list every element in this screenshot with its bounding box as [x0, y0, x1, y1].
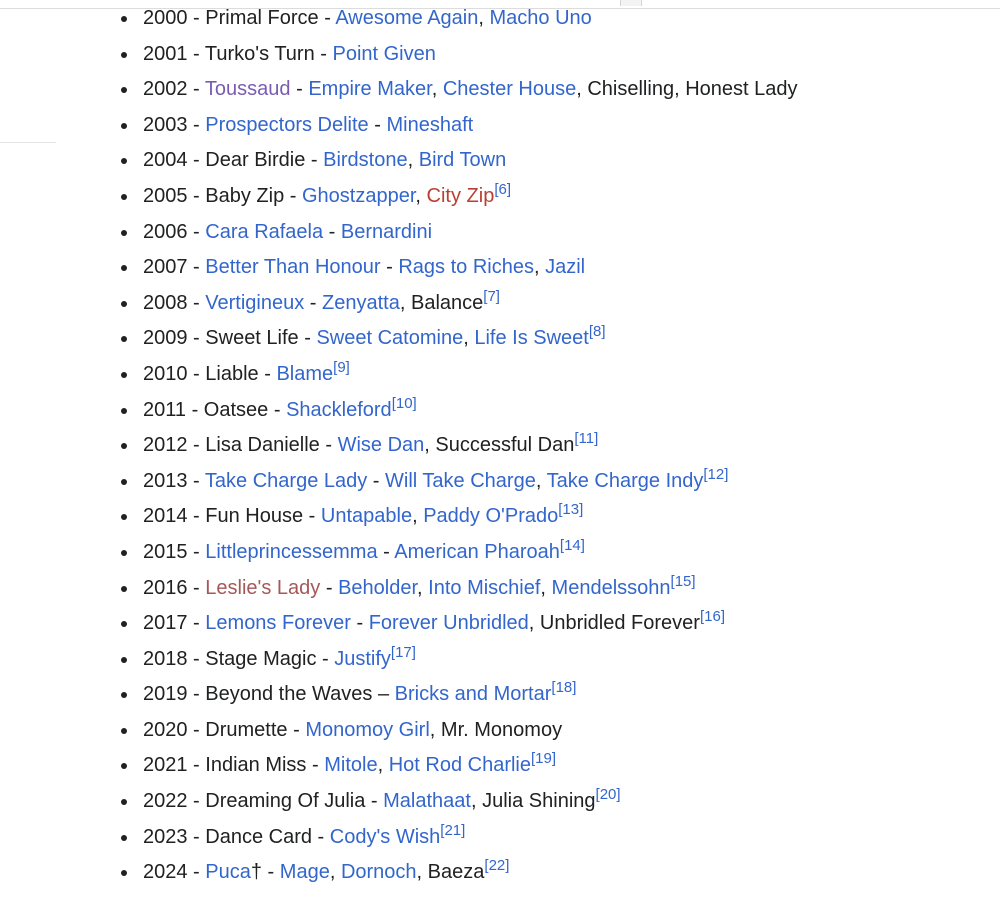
progeny-link[interactable]: Zenyatta: [322, 291, 400, 314]
citation-ref[interactable]: [596, 786, 621, 803]
progeny-link[interactable]: Blame: [276, 362, 334, 385]
progeny-link[interactable]: Mitole: [324, 754, 378, 777]
citation-number: 22: [488, 857, 506, 875]
year: 2013: [143, 469, 188, 492]
citation-bracket: ]: [601, 323, 606, 341]
separator: -: [187, 434, 206, 457]
separator: -: [187, 184, 206, 207]
comma: ,: [329, 861, 341, 884]
progeny-link[interactable]: City Zip: [426, 184, 495, 207]
year: 2006: [143, 220, 188, 243]
separator: -: [187, 790, 206, 813]
citation-link[interactable]: [551, 679, 576, 696]
citation-ref[interactable]: [560, 537, 585, 554]
citation-link[interactable]: [494, 181, 511, 198]
comma: ,: [674, 78, 686, 101]
list-item: [143, 819, 798, 855]
separator: -: [187, 327, 206, 350]
dam-link[interactable]: Lemons Forever: [205, 612, 351, 635]
comma: ,: [407, 149, 419, 172]
citation-bracket: ]: [495, 287, 500, 305]
progeny-link[interactable]: Hot Rod Charlie: [388, 754, 531, 777]
citation-link[interactable]: [392, 395, 417, 412]
citation-ref[interactable]: [700, 608, 725, 625]
progeny-link[interactable]: Chester House: [442, 78, 577, 101]
year: 2004: [143, 149, 188, 172]
year: 2011: [143, 398, 187, 421]
progeny-link[interactable]: Sweet Catomine: [316, 327, 464, 350]
progeny-link[interactable]: Mendelssohn: [551, 576, 671, 599]
citation-bracket: ]: [551, 750, 557, 768]
citation-bracket: ]: [616, 786, 621, 804]
progeny-link[interactable]: American Pharoah: [394, 540, 560, 563]
list-item: [143, 534, 798, 570]
list-item: [143, 142, 798, 178]
citation-link[interactable]: [531, 750, 556, 767]
dam-name: Baby Zip: [205, 184, 285, 207]
dam-name: Lisa Danielle: [205, 434, 320, 457]
dam-link[interactable]: Take Charge Lady: [204, 469, 368, 492]
progeny-link[interactable]: Ghostzapper: [302, 184, 416, 207]
progeny-link[interactable]: Awesome Again: [335, 7, 479, 29]
citation-ref[interactable]: [494, 181, 511, 198]
comma: ,: [429, 718, 441, 741]
comma: ,: [576, 78, 588, 101]
progeny-link[interactable]: Paddy O'Prado: [423, 505, 559, 528]
year: 2000: [143, 7, 188, 29]
citation-bracket: [: [703, 465, 708, 483]
separator: -: [187, 612, 206, 635]
citation-number: 17: [395, 643, 412, 661]
dam-link[interactable]: Cara Rafaela: [205, 220, 324, 243]
progeny-link[interactable]: Wise Dan: [337, 434, 425, 457]
citation-link[interactable]: [671, 573, 696, 590]
comma: ,: [377, 754, 389, 777]
list-item: [143, 107, 798, 143]
progeny-link[interactable]: Life Is Sweet: [474, 327, 589, 350]
citation-number: 6: [498, 180, 507, 198]
separator: -: [187, 540, 206, 563]
separator: -: [187, 42, 205, 65]
dam-name: Oatsee: [203, 398, 269, 421]
separator: –: [372, 683, 395, 706]
list-item: [143, 747, 798, 783]
progeny-link[interactable]: Bird Town: [418, 149, 507, 172]
separator: -: [323, 220, 341, 243]
comma: ,: [415, 184, 427, 207]
separator: -: [187, 113, 206, 136]
separator: -: [316, 647, 335, 670]
citation-ref[interactable]: [574, 430, 598, 447]
separator: -: [187, 825, 206, 848]
list-item: [143, 36, 798, 72]
citation-number: 14: [564, 536, 581, 554]
separator: -: [187, 861, 206, 884]
citation-bracket: [: [494, 180, 499, 198]
progeny-name: Mr. Monomoy: [440, 718, 563, 741]
separator: -: [187, 647, 206, 670]
separator: -: [187, 505, 206, 528]
separator: -: [187, 256, 206, 279]
dam-name: Turko's Turn: [204, 42, 315, 65]
separator: -: [303, 505, 321, 528]
citation-link[interactable]: [596, 786, 621, 803]
dam-link[interactable]: Vertigineux: [205, 291, 305, 314]
citation-bracket: [: [333, 358, 338, 376]
separator: -: [284, 184, 302, 207]
progeny-link[interactable]: Take Charge Indy: [546, 469, 704, 492]
separator: -: [377, 540, 395, 563]
separator: -: [380, 256, 399, 279]
citation-link[interactable]: [391, 644, 416, 661]
separator: -: [318, 7, 336, 29]
citation-bracket: [: [595, 786, 600, 804]
citation-bracket: [: [551, 679, 556, 697]
year: 2008: [143, 291, 188, 314]
dam-name: Primal Force: [205, 7, 319, 29]
progeny-name: Julia Shining: [482, 790, 596, 813]
citation-bracket: ]: [691, 572, 696, 590]
progeny-name: Baeza: [427, 861, 485, 884]
separator: -: [298, 327, 317, 350]
separator: -: [367, 469, 386, 492]
list-item: [143, 463, 798, 499]
dam-name: Fun House: [205, 505, 304, 528]
year: 2010: [143, 362, 188, 385]
separator: -: [187, 291, 206, 314]
dam-link[interactable]: Puca: [205, 861, 251, 884]
citation-link[interactable]: [560, 537, 585, 554]
list-item: [143, 320, 798, 356]
year: 2002: [143, 78, 188, 101]
progeny-link[interactable]: Macho Uno: [489, 7, 592, 29]
progeny-link[interactable]: Forever Unbridled: [368, 612, 529, 635]
comma: ,: [399, 291, 411, 314]
citation-bracket: ]: [724, 465, 729, 483]
citation-bracket: [: [670, 572, 675, 590]
separator: -: [350, 612, 369, 635]
list-item: [143, 498, 798, 534]
citation-ref[interactable]: [589, 323, 606, 340]
progeny-name: Honest Lady: [685, 78, 798, 101]
progeny-link[interactable]: Malathaat: [383, 790, 471, 813]
comma: ,: [528, 612, 540, 635]
year: 2009: [143, 327, 188, 350]
progeny-link[interactable]: Into Mischief: [428, 576, 541, 599]
progeny-name: Successful Dan: [435, 434, 575, 457]
citation-number: 15: [674, 572, 692, 590]
progeny-link[interactable]: Beholder: [338, 576, 418, 599]
list-item: [143, 641, 798, 677]
separator: -: [287, 718, 306, 741]
year: 2020: [143, 718, 188, 741]
citation-bracket: ]: [461, 821, 466, 839]
citation-number: 16: [704, 608, 721, 626]
citation-link[interactable]: [483, 288, 500, 305]
separator: -: [365, 790, 384, 813]
list-item: [143, 427, 798, 463]
year: 2022: [143, 790, 188, 813]
citation-bracket: ]: [505, 857, 510, 875]
citation-bracket: [: [391, 394, 396, 412]
separator: -: [187, 7, 206, 29]
citation-ref[interactable]: [440, 822, 465, 839]
dam-link[interactable]: Littleprincessemma: [205, 540, 378, 563]
comma: ,: [470, 790, 483, 813]
progeny-link[interactable]: Rags to Riches: [398, 256, 534, 279]
citation-bracket: [: [484, 857, 489, 875]
citation-bracket: ]: [720, 608, 725, 626]
year: 2005: [143, 184, 188, 207]
citation-ref[interactable]: [484, 857, 509, 874]
dam-name: Indian Miss: [205, 754, 307, 777]
year: 2012: [143, 434, 188, 457]
comma: ,: [535, 469, 547, 492]
year: 2003: [143, 113, 188, 136]
separator: -: [187, 754, 206, 777]
separator: -: [187, 718, 206, 741]
separator: -: [268, 398, 287, 421]
list-item: [143, 214, 798, 250]
progeny-link[interactable]: Jazil: [545, 256, 586, 279]
separator: -: [368, 113, 387, 136]
progeny-name: Chiselling: [587, 78, 675, 101]
citation-link[interactable]: [589, 323, 606, 340]
separator: -: [306, 754, 325, 777]
citation-bracket: ]: [580, 536, 585, 554]
citation-bracket: [: [483, 287, 488, 305]
separator: -: [187, 469, 205, 492]
progeny-link[interactable]: Point Given: [332, 42, 436, 65]
citation-ref[interactable]: [671, 573, 696, 590]
year: 2001: [143, 42, 188, 65]
list-item: [143, 178, 798, 214]
citation-ref[interactable]: [483, 288, 500, 305]
year: 2016: [143, 576, 188, 599]
list-item: [143, 570, 798, 606]
year: 2018: [143, 647, 188, 670]
citation-bracket: ]: [411, 643, 416, 661]
progeny-link[interactable]: Justify: [334, 647, 391, 670]
broodmare-of-the-year-list: [143, 0, 798, 890]
comma: ,: [463, 327, 475, 350]
citation-bracket: [: [588, 323, 594, 341]
separator: -: [187, 78, 205, 101]
dagger-mark: †: [250, 861, 262, 884]
citation-bracket: [: [574, 430, 579, 448]
comma: ,: [540, 576, 552, 599]
sidebar-divider: [0, 142, 56, 143]
citation-bracket: [: [699, 608, 705, 626]
year: 2023: [143, 825, 188, 848]
progeny-link[interactable]: Shackleford: [286, 398, 392, 421]
separator: -: [290, 78, 309, 101]
citation-bracket: [: [559, 536, 565, 554]
citation-ref[interactable]: [333, 359, 350, 376]
citation-bracket: ]: [572, 679, 577, 697]
citation-bracket: ]: [345, 358, 350, 376]
separator: -: [305, 149, 324, 172]
progeny-name: Unbridled Forever: [539, 612, 700, 635]
citation-bracket: ]: [579, 501, 584, 519]
list-item: [143, 285, 798, 321]
dam-link[interactable]: Leslie's Lady: [205, 576, 321, 599]
citation-ref[interactable]: [703, 466, 728, 483]
separator: -: [262, 861, 280, 884]
progeny-link[interactable]: Empire Maker: [308, 78, 432, 101]
list-item: [143, 356, 798, 392]
comma: ,: [424, 434, 436, 457]
list-item: [143, 71, 798, 107]
citation-number: 7: [487, 287, 496, 305]
citation-link[interactable]: [703, 466, 728, 483]
citation-bracket: [: [440, 821, 445, 839]
citation-bracket: ]: [506, 180, 512, 198]
progeny-link[interactable]: Cody's Wish: [329, 825, 441, 848]
progeny-link[interactable]: Untapable: [320, 505, 413, 528]
list-item: [143, 0, 798, 36]
citation-link[interactable]: [333, 359, 350, 376]
citation-link[interactable]: [558, 501, 583, 518]
list-item: [143, 676, 798, 712]
citation-number: 18: [555, 679, 573, 697]
citation-bracket: [: [531, 750, 536, 768]
citation-bracket: [: [390, 643, 396, 661]
year: 2017: [143, 612, 188, 635]
citation-ref[interactable]: [391, 644, 416, 661]
progeny-link[interactable]: Monomoy Girl: [305, 718, 430, 741]
separator: -: [186, 398, 204, 421]
separator: -: [187, 220, 206, 243]
separator: -: [187, 362, 206, 385]
year: 2019: [143, 683, 188, 706]
progeny-link[interactable]: Will Take Charge: [385, 469, 536, 492]
citation-ref[interactable]: [531, 750, 556, 767]
citation-link[interactable]: [700, 608, 725, 625]
citation-number: 13: [562, 501, 580, 519]
list-item: [143, 854, 798, 890]
citation-bracket: ]: [594, 430, 599, 448]
citation-number: 21: [444, 821, 462, 839]
citation-link[interactable]: [440, 822, 465, 839]
citation-ref[interactable]: [551, 679, 576, 696]
dam-name: Liable: [205, 362, 259, 385]
list-item: [143, 605, 798, 641]
dam-name: Sweet Life: [205, 327, 299, 350]
citation-number: 9: [337, 358, 346, 376]
dam-link[interactable]: Better Than Honour: [205, 256, 381, 279]
citation-number: 10: [395, 394, 413, 412]
citation-bracket: [: [558, 501, 563, 519]
citation-number: 11: [578, 430, 595, 448]
citation-number: 20: [599, 786, 617, 804]
progeny-link[interactable]: Bricks and Mortar: [394, 683, 552, 706]
year: 2021: [143, 754, 188, 777]
list-item: [143, 712, 798, 748]
separator: -: [187, 576, 206, 599]
list-item: [143, 249, 798, 285]
separator: -: [319, 434, 338, 457]
dam-name: Stage Magic: [205, 647, 317, 670]
dam-name: Dreaming Of Julia: [205, 790, 366, 813]
separator: -: [312, 825, 330, 848]
dam-name: Dance Card: [205, 825, 312, 848]
dam-name: Beyond the Waves: [205, 683, 373, 706]
separator: -: [258, 362, 277, 385]
progeny-link[interactable]: Bernardini: [340, 220, 433, 243]
dam-link[interactable]: Toussaud: [204, 78, 291, 101]
citation-number: 19: [535, 750, 552, 768]
comma: ,: [417, 576, 429, 599]
dam-name: Drumette: [205, 718, 288, 741]
year: 2014: [143, 505, 188, 528]
progeny-link[interactable]: Mage: [279, 861, 330, 884]
comma: ,: [416, 861, 428, 884]
progeny-name: Balance: [410, 291, 484, 314]
year: 2024: [143, 861, 188, 884]
citation-link[interactable]: [484, 857, 509, 874]
year: 2007: [143, 256, 188, 279]
dam-link[interactable]: Prospectors Delite: [205, 113, 369, 136]
progeny-link[interactable]: Mineshaft: [386, 113, 474, 136]
citation-number: 12: [707, 465, 725, 483]
comma: ,: [431, 78, 443, 101]
comma: ,: [478, 7, 490, 29]
separator: -: [320, 576, 339, 599]
separator: -: [187, 683, 206, 706]
separator: -: [187, 149, 206, 172]
list-item: [143, 783, 798, 819]
citation-number: 8: [593, 323, 602, 341]
year: 2015: [143, 540, 188, 563]
citation-ref[interactable]: [392, 395, 417, 412]
comma: ,: [533, 256, 546, 279]
dam-name: Dear Birdie: [205, 149, 306, 172]
list-item: [143, 392, 798, 428]
separator: -: [314, 42, 333, 65]
citation-bracket: ]: [412, 394, 417, 412]
progeny-link[interactable]: Birdstone: [323, 149, 408, 172]
citation-link[interactable]: [574, 430, 598, 447]
comma: ,: [412, 505, 424, 528]
separator: -: [304, 291, 323, 314]
progeny-link[interactable]: Dornoch: [340, 861, 417, 884]
citation-ref[interactable]: [558, 501, 583, 518]
